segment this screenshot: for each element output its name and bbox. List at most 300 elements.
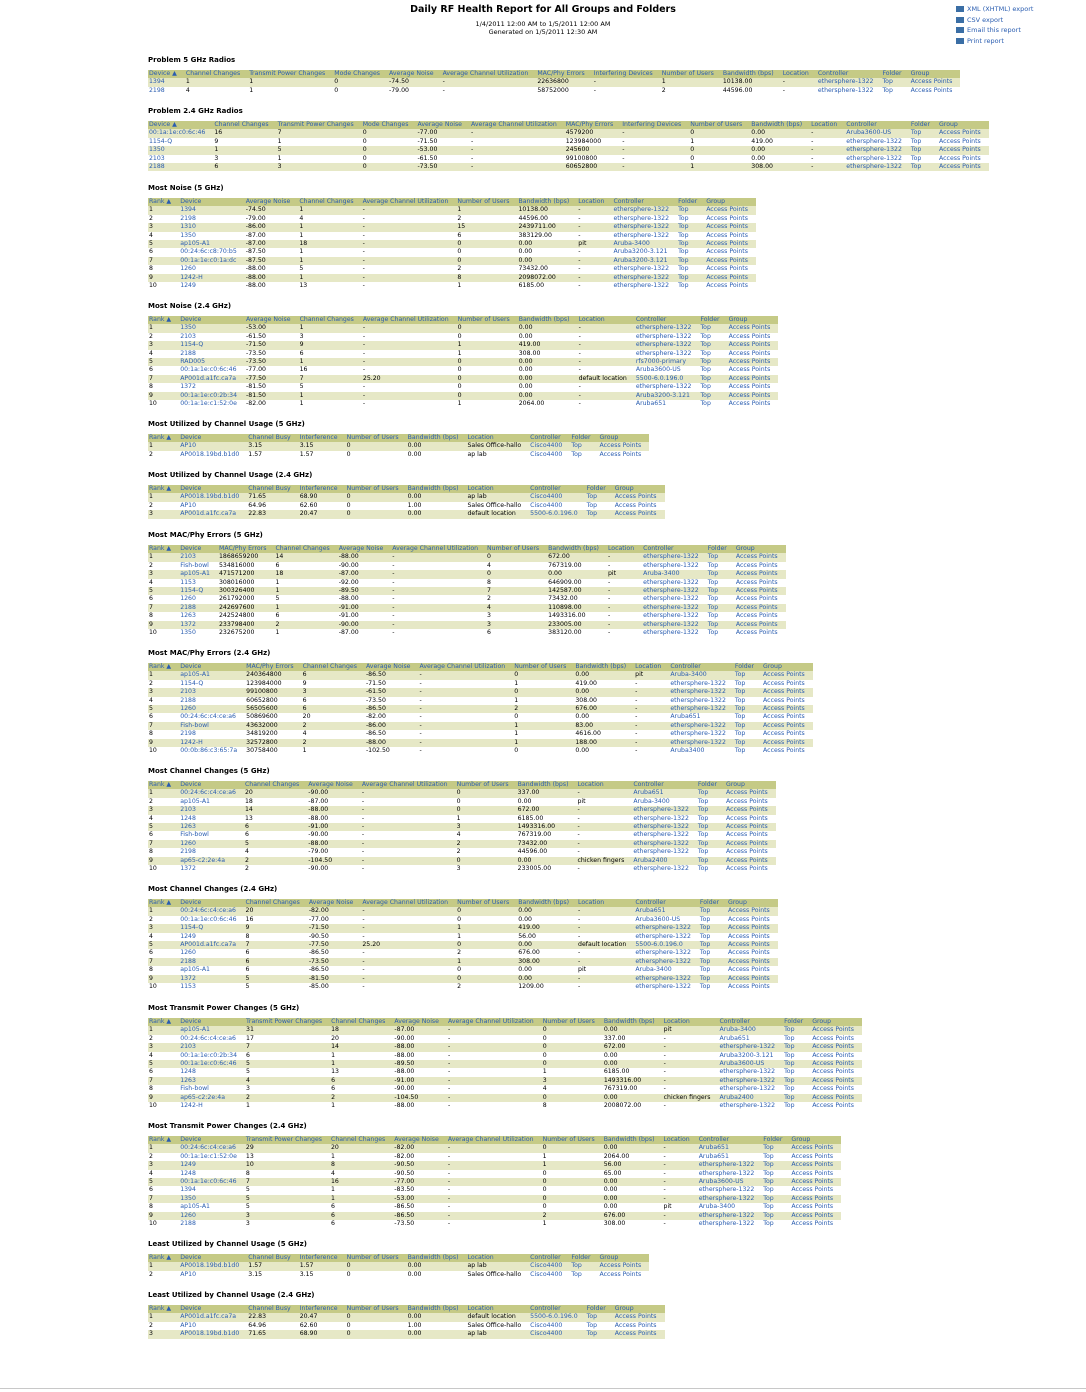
cell-link[interactable]: Access Points <box>614 1330 665 1338</box>
column-header[interactable]: Rank ▲ <box>148 1254 179 1262</box>
cell-link[interactable]: Access Points <box>762 739 813 747</box>
column-header[interactable]: Group <box>910 70 961 78</box>
cell-link[interactable]: Top <box>699 924 727 932</box>
column-header[interactable]: Controller <box>529 434 570 442</box>
column-header[interactable]: Group <box>727 899 778 907</box>
column-header[interactable]: Channel Busy <box>247 434 298 442</box>
cell-link[interactable]: Access Points <box>614 493 665 501</box>
cell-link[interactable]: ethersphere-1322 <box>698 1212 763 1220</box>
cell-link[interactable]: Aruba651 <box>634 907 699 915</box>
cell-link[interactable]: Top <box>734 679 746 687</box>
column-header[interactable]: Device <box>179 1305 247 1313</box>
cell-link[interactable]: 1350 <box>179 1195 245 1203</box>
cell-link[interactable]: Access Points <box>614 501 657 509</box>
cell-link[interactable]: ethersphere-1322 <box>846 154 902 162</box>
column-header[interactable]: MAC/Phy Errors <box>565 121 621 129</box>
cell-link[interactable]: ethersphere-1322 <box>633 831 689 839</box>
cell-link[interactable]: Access Points <box>735 604 786 612</box>
column-header[interactable]: Controller <box>632 781 697 789</box>
column-header[interactable]: Average Noise <box>245 198 299 206</box>
column-header[interactable]: Number of Users <box>542 1136 603 1144</box>
cell-link[interactable]: 1248 <box>180 1068 196 1076</box>
cell-link[interactable]: Top <box>784 1051 795 1059</box>
cell-link[interactable]: Top <box>783 1043 811 1051</box>
cell-link[interactable]: Top <box>784 1102 795 1110</box>
column-header[interactable]: Transmit Power Changes <box>245 1018 330 1026</box>
cell-link[interactable]: 2188 <box>148 163 213 171</box>
cell-link[interactable]: ethersphere-1322 <box>633 848 689 856</box>
cell-link[interactable]: Access Points <box>728 332 771 340</box>
cell-link[interactable]: Top <box>783 1077 811 1085</box>
cell-link[interactable]: 1372 <box>179 975 244 983</box>
column-header[interactable]: Rank ▲ <box>148 663 179 671</box>
cell-link[interactable]: Top <box>783 1026 811 1034</box>
cell-link[interactable]: ethersphere-1322 <box>642 553 707 561</box>
cell-link[interactable]: Access Points <box>812 1034 854 1042</box>
cell-link[interactable]: ethersphere-1322 <box>642 604 707 612</box>
cell-link[interactable]: ethersphere-1322 <box>698 1161 763 1169</box>
column-header[interactable]: Number of Users <box>513 663 574 671</box>
column-header[interactable]: Number of Users <box>346 485 407 493</box>
cell-link[interactable]: RAD005 <box>179 358 245 366</box>
cell-link[interactable]: 1242-H <box>180 1102 203 1110</box>
cell-link[interactable]: 1372 <box>180 383 196 391</box>
cell-link[interactable]: Top <box>882 86 893 94</box>
cell-link[interactable]: 2198 <box>149 86 165 94</box>
cell-link[interactable]: rfs7000-primary <box>635 358 700 366</box>
cell-link[interactable]: ethersphere-1322 <box>670 730 726 738</box>
cell-link[interactable]: Access Points <box>735 612 778 620</box>
cell-link[interactable]: ethersphere-1322 <box>718 1077 783 1085</box>
cell-link[interactable]: Access Points <box>763 747 805 755</box>
column-header[interactable]: Average Noise <box>245 316 299 324</box>
cell-link[interactable]: Access Points <box>705 223 756 231</box>
cell-link[interactable]: 00:1a:1e:c0:6c:46 <box>180 366 237 374</box>
cell-link[interactable]: Access Points <box>706 282 748 290</box>
cell-link[interactable]: Aruba651 <box>632 789 697 797</box>
column-header[interactable]: Number of Users <box>346 1305 407 1313</box>
column-header[interactable]: Location <box>663 1136 698 1144</box>
cell-link[interactable]: 1154-Q <box>179 924 244 932</box>
cell-link[interactable]: ethersphere-1322 <box>643 629 699 637</box>
cell-link[interactable]: Top <box>783 1094 811 1102</box>
cell-link[interactable]: 2198 <box>180 730 196 738</box>
cell-link[interactable]: 2103 <box>179 806 244 814</box>
column-header[interactable]: Channel Changes <box>185 70 248 78</box>
column-header[interactable]: Average Noise <box>388 70 442 78</box>
column-header[interactable]: Location <box>467 434 530 442</box>
cell-link[interactable]: Top <box>697 814 709 822</box>
cell-link[interactable]: AP0018.19bd.b1d0 <box>179 493 247 501</box>
cell-link[interactable]: Aruba651 <box>698 1144 763 1152</box>
cell-link[interactable]: AP001d.a1fc.ca7a <box>179 510 247 518</box>
cell-link[interactable]: 00:0b:86:c3:65:7a <box>180 747 238 755</box>
cell-link[interactable]: 00:24:6c:c8:70:b5 <box>180 248 237 256</box>
column-header[interactable]: Group <box>728 316 779 324</box>
cell-link[interactable]: 5500-6.0.196.0 <box>529 1313 586 1321</box>
cell-link[interactable]: 2103 <box>179 688 245 696</box>
cell-link[interactable]: Access Points <box>725 806 776 814</box>
cell-link[interactable]: ethersphere-1322 <box>817 86 874 94</box>
cell-link[interactable]: 1350 <box>148 146 213 154</box>
column-header[interactable]: Transmit Power Changes <box>248 70 333 78</box>
column-header[interactable]: Number of Users <box>689 121 750 129</box>
cell-link[interactable]: ethersphere-1322 <box>635 949 691 957</box>
cell-link[interactable]: Access Points <box>735 595 778 603</box>
cell-link[interactable]: ap105-A1 <box>179 671 245 679</box>
cell-link[interactable]: Top <box>697 831 709 839</box>
cell-link[interactable]: Top <box>762 1161 790 1169</box>
cell-link[interactable]: Top <box>734 713 746 721</box>
column-header[interactable]: Controller <box>529 1305 586 1313</box>
cell-link[interactable]: Access Points <box>910 78 961 86</box>
cell-link[interactable]: Access Points <box>812 1051 854 1059</box>
cell-link[interactable]: Access Points <box>791 1169 834 1177</box>
cell-link[interactable]: Top <box>699 392 727 400</box>
column-header[interactable]: Average Noise <box>393 1136 447 1144</box>
cell-link[interactable]: 1260 <box>180 949 196 957</box>
cell-link[interactable]: Top <box>571 450 582 458</box>
column-header[interactable]: Interference <box>299 1254 346 1262</box>
column-header[interactable]: Average Channel Utilization <box>418 663 513 671</box>
column-header[interactable]: Location <box>810 121 845 129</box>
cell-link[interactable]: 1154-Q <box>179 587 218 595</box>
column-header[interactable]: Channel Changes <box>213 121 276 129</box>
column-header[interactable]: Bandwidth (bps) <box>407 434 467 442</box>
column-header[interactable]: Device <box>179 899 244 907</box>
column-header[interactable]: Folder <box>570 434 598 442</box>
cell-link[interactable]: Access Points <box>735 629 778 637</box>
column-header[interactable]: Location <box>467 1254 530 1262</box>
cell-link[interactable]: Top <box>586 1313 614 1321</box>
cell-link[interactable]: 2188 <box>180 349 196 357</box>
cell-link[interactable]: Access Points <box>728 966 770 974</box>
cell-link[interactable]: Top <box>699 324 727 332</box>
cell-link[interactable]: 1394 <box>148 78 185 86</box>
cell-link[interactable]: AP0018.19bd.b1d0 <box>179 1330 247 1338</box>
cell-link[interactable]: Aruba3600-US <box>635 915 681 923</box>
cell-link[interactable]: Access Points <box>939 137 981 145</box>
cell-link[interactable]: Top <box>570 442 598 450</box>
cell-link[interactable]: Access Points <box>910 86 953 94</box>
cell-link[interactable]: ethersphere-1322 <box>719 1102 776 1110</box>
cell-link[interactable]: 1263 <box>180 612 196 620</box>
cell-link[interactable]: Top <box>586 1321 598 1329</box>
column-header[interactable]: Folder <box>699 316 727 324</box>
column-header[interactable]: Group <box>599 1254 650 1262</box>
column-header[interactable]: Average Channel Utilization <box>361 781 456 789</box>
cell-link[interactable]: Access Points <box>938 129 989 137</box>
cell-link[interactable]: 1260 <box>180 595 196 603</box>
cell-link[interactable]: AP0018.19bd.b1d0 <box>180 450 240 458</box>
cell-link[interactable]: Aruba-3400 <box>669 671 734 679</box>
column-header[interactable]: Location <box>467 1305 530 1313</box>
column-header[interactable]: Interference <box>299 485 346 493</box>
column-header[interactable]: MAC/Phy Errors <box>536 70 592 78</box>
cell-link[interactable]: Top <box>697 823 725 831</box>
cell-link[interactable]: ethersphere-1322 <box>635 349 692 357</box>
cell-link[interactable]: Access Points <box>727 907 778 915</box>
column-header[interactable]: Channel Changes <box>299 316 362 324</box>
column-header[interactable]: Channel Changes <box>245 899 308 907</box>
cell-link[interactable]: 1153 <box>180 578 196 586</box>
cell-link[interactable]: Top <box>699 341 727 349</box>
column-header[interactable]: Channel Changes <box>274 545 337 553</box>
column-header[interactable]: Average Channel Utilization <box>447 1136 542 1144</box>
column-header[interactable]: Number of Users <box>346 1254 407 1262</box>
cell-link[interactable]: 1248 <box>180 814 196 822</box>
cell-link[interactable]: AP10 <box>179 442 247 450</box>
cell-link[interactable]: ap65-c2:2e:4a <box>179 857 244 865</box>
column-header[interactable]: Location <box>782 70 817 78</box>
column-header[interactable]: Bandwidth (bps) <box>518 316 578 324</box>
cell-link[interactable]: AP10 <box>180 1270 197 1278</box>
cell-link[interactable]: Top <box>763 1203 774 1211</box>
column-header[interactable]: Controller <box>817 70 882 78</box>
cell-link[interactable]: ethersphere-1322 <box>669 722 734 730</box>
cell-link[interactable]: Access Points <box>705 240 756 248</box>
cell-link[interactable]: Aruba3600-US <box>845 129 910 137</box>
cell-link[interactable]: 2188 <box>179 958 244 966</box>
cell-link[interactable]: ethersphere-1322 <box>613 214 670 222</box>
cell-link[interactable]: Top <box>699 358 727 366</box>
cell-link[interactable]: Access Points <box>726 797 768 805</box>
cell-link[interactable]: Access Points <box>735 553 786 561</box>
cell-link[interactable]: Access Points <box>728 392 779 400</box>
cell-link[interactable]: Top <box>586 510 614 518</box>
cell-link[interactable]: 1249 <box>180 932 196 940</box>
cell-link[interactable]: 1249 <box>180 282 196 290</box>
column-header[interactable]: Transmit Power Changes <box>277 121 362 129</box>
cell-link[interactable]: 00:1a:1e:c0:6c:46 <box>148 129 213 137</box>
column-header[interactable]: Device <box>179 1136 245 1144</box>
cell-link[interactable]: 1249 <box>179 1161 245 1169</box>
cell-link[interactable]: ethersphere-1322 <box>669 705 734 713</box>
cell-link[interactable]: Top <box>697 840 725 848</box>
cell-link[interactable]: Top <box>763 1186 774 1194</box>
cell-link[interactable]: 1263 <box>179 823 244 831</box>
cell-link[interactable]: AP10 <box>180 501 197 509</box>
column-header[interactable]: Bandwidth (bps) <box>517 781 577 789</box>
cell-link[interactable]: Aruba2400 <box>632 857 697 865</box>
cell-link[interactable]: ethersphere-1322 <box>670 679 726 687</box>
cell-link[interactable]: ethersphere-1322 <box>634 975 699 983</box>
cell-link[interactable]: 1260 <box>180 265 196 273</box>
column-header[interactable]: Rank ▲ <box>148 1136 179 1144</box>
column-header[interactable]: Controller <box>635 316 700 324</box>
cell-link[interactable]: Aruba651 <box>635 400 667 408</box>
cell-link[interactable]: Top <box>677 223 705 231</box>
column-header[interactable]: Controller <box>634 899 699 907</box>
column-header[interactable]: Rank ▲ <box>148 781 179 789</box>
cell-link[interactable]: Access Points <box>763 696 805 704</box>
column-header[interactable]: Folder <box>586 1305 614 1313</box>
cell-link[interactable]: Access Points <box>763 679 805 687</box>
cell-link[interactable]: Top <box>697 797 709 805</box>
column-header[interactable]: Group <box>614 485 665 493</box>
column-header[interactable]: Average Channel Utilization <box>361 899 456 907</box>
cell-link[interactable]: Access Points <box>735 570 786 578</box>
cell-link[interactable]: Top <box>707 578 719 586</box>
cell-link[interactable]: ethersphere-1322 <box>634 958 699 966</box>
column-header[interactable]: Average Channel Utilization <box>442 70 537 78</box>
column-header[interactable]: MAC/Phy Errors <box>245 663 301 671</box>
column-header[interactable]: Average Noise <box>365 663 419 671</box>
cell-link[interactable]: 1372 <box>180 865 196 873</box>
cell-link[interactable]: ethersphere-1322 <box>719 1068 776 1076</box>
column-header[interactable]: Folder <box>677 198 705 206</box>
cell-link[interactable]: ethersphere-1322 <box>632 823 697 831</box>
cell-link[interactable]: Top <box>700 383 711 391</box>
cell-link[interactable]: Access Points <box>728 366 771 374</box>
cell-link[interactable]: Top <box>700 366 711 374</box>
column-header[interactable]: Controller <box>718 1018 783 1026</box>
cell-link[interactable]: 00:1a:1e:c0:2b:34 <box>179 392 245 400</box>
column-header[interactable]: Device <box>179 316 245 324</box>
cell-link[interactable]: Top <box>699 375 727 383</box>
column-header[interactable]: Bandwidth (bps) <box>574 663 634 671</box>
cell-link[interactable]: Top <box>586 493 614 501</box>
cell-link[interactable]: Access Points <box>791 1203 834 1211</box>
column-header[interactable]: Group <box>705 198 756 206</box>
cell-link[interactable]: Top <box>784 1034 795 1042</box>
cell-link[interactable]: ethersphere-1322 <box>669 688 734 696</box>
cell-link[interactable]: ethersphere-1322 <box>642 587 707 595</box>
cell-link[interactable]: 1310 <box>179 223 245 231</box>
cell-link[interactable]: 2188 <box>180 696 196 704</box>
cell-link[interactable]: ethersphere-1322 <box>613 265 670 273</box>
cell-link[interactable]: Aruba2400 <box>718 1094 783 1102</box>
cell-link[interactable]: Access Points <box>725 857 776 865</box>
column-header[interactable]: Controller <box>529 1254 570 1262</box>
cell-link[interactable]: ethersphere-1322 <box>635 332 692 340</box>
cell-link[interactable]: AP001d.a1fc.ca7a <box>179 941 244 949</box>
cell-link[interactable]: Aruba3600-US <box>718 1060 783 1068</box>
cell-link[interactable]: Top <box>699 983 711 991</box>
column-header[interactable]: Bandwidth (bps) <box>517 198 577 206</box>
column-header[interactable]: Controller <box>529 485 586 493</box>
cell-link[interactable]: 5500-6.0.196.0 <box>635 375 700 383</box>
column-header[interactable]: Average Channel Utilization <box>447 1018 542 1026</box>
cell-link[interactable]: ethersphere-1322 <box>643 578 699 586</box>
cell-link[interactable]: Access Points <box>599 1270 642 1278</box>
column-header[interactable]: Channel Busy <box>247 485 298 493</box>
cell-link[interactable]: Access Points <box>599 450 642 458</box>
cell-link[interactable]: Top <box>734 705 762 713</box>
cell-link[interactable]: ethersphere-1322 <box>613 231 670 239</box>
cell-link[interactable]: ethersphere-1322 <box>845 163 910 171</box>
cell-link[interactable]: Access Points <box>599 442 650 450</box>
cell-link[interactable]: Top <box>699 941 727 949</box>
cell-link[interactable]: Access Points <box>938 146 989 154</box>
cell-link[interactable]: Top <box>586 1330 614 1338</box>
column-header[interactable]: Channel Busy <box>247 1305 298 1313</box>
column-header[interactable]: Device <box>179 198 245 206</box>
cell-link[interactable]: Access Points <box>735 587 786 595</box>
cell-link[interactable]: Top <box>910 163 938 171</box>
cell-link[interactable]: ethersphere-1322 <box>670 696 726 704</box>
column-header[interactable]: Interference <box>299 434 346 442</box>
column-header[interactable]: Bandwidth (bps) <box>722 70 782 78</box>
cell-link[interactable]: 1260 <box>179 840 244 848</box>
cell-link[interactable]: 1350 <box>180 629 196 637</box>
cell-link[interactable]: ethersphere-1322 <box>632 840 697 848</box>
cell-link[interactable]: Top <box>678 282 689 290</box>
cell-link[interactable]: Aruba-3400 <box>698 1203 736 1211</box>
cell-link[interactable]: ap105-A1 <box>180 797 210 805</box>
column-header[interactable]: Folder <box>910 121 938 129</box>
cell-link[interactable]: Aruba651 <box>670 713 701 721</box>
cell-link[interactable]: ap65-c2:2e:4a <box>179 1094 245 1102</box>
column-header[interactable]: Group <box>938 121 989 129</box>
cell-link[interactable]: Top <box>707 604 735 612</box>
cell-link[interactable]: ap105-A1 <box>180 966 210 974</box>
cell-link[interactable]: Access Points <box>763 730 805 738</box>
column-header[interactable]: Folder <box>707 545 735 553</box>
column-header[interactable]: Transmit Power Changes <box>245 1136 330 1144</box>
cell-link[interactable]: ethersphere-1322 <box>817 78 882 86</box>
cell-link[interactable]: ethersphere-1322 <box>719 1085 776 1093</box>
cell-link[interactable]: ethersphere-1322 <box>635 932 691 940</box>
cell-link[interactable]: 00:1a:1e:c0:6c:46 <box>180 915 237 923</box>
column-header[interactable]: Channel Busy <box>247 1254 298 1262</box>
cell-link[interactable]: Access Points <box>811 1026 862 1034</box>
cell-link[interactable]: Access Points <box>726 865 768 873</box>
cell-link[interactable]: Top <box>570 1262 598 1270</box>
column-header[interactable]: Device <box>179 1254 247 1262</box>
cell-link[interactable]: 00:1a:1e:c0:6c:46 <box>179 1178 245 1186</box>
cell-link[interactable]: Top <box>707 561 719 569</box>
cell-link[interactable]: Top <box>763 1220 774 1228</box>
cell-link[interactable]: Access Points <box>763 713 805 721</box>
cell-link[interactable]: Aruba651 <box>719 1034 750 1042</box>
cell-link[interactable]: Top <box>881 78 909 86</box>
cell-link[interactable]: Top <box>677 257 705 265</box>
cell-link[interactable]: Top <box>734 730 746 738</box>
cell-link[interactable]: Aruba-3400 <box>718 1026 783 1034</box>
cell-link[interactable]: Top <box>707 553 735 561</box>
column-header[interactable]: Average Noise <box>416 121 470 129</box>
cell-link[interactable]: ethersphere-1322 <box>633 814 689 822</box>
column-header[interactable]: Bandwidth (bps) <box>407 485 467 493</box>
cell-link[interactable]: ethersphere-1322 <box>633 865 689 873</box>
cell-link[interactable]: Fish-bowl <box>180 561 209 569</box>
cell-link[interactable]: Access Points <box>727 958 778 966</box>
column-header[interactable]: Bandwidth (bps) <box>517 899 577 907</box>
cell-link[interactable]: Access Points <box>728 324 779 332</box>
cell-link[interactable]: Access Points <box>727 924 778 932</box>
cell-link[interactable]: ethersphere-1322 <box>698 1169 755 1177</box>
cell-link[interactable]: Top <box>762 1195 790 1203</box>
cell-link[interactable]: Aruba3400 <box>670 747 705 755</box>
column-header[interactable]: Bandwidth (bps) <box>407 1305 467 1313</box>
cell-link[interactable]: 00:24:6c:c4:ce:a6 <box>179 789 244 797</box>
column-header[interactable]: Channel Changes <box>244 781 307 789</box>
cell-link[interactable]: Top <box>784 1085 795 1093</box>
column-header[interactable]: Average Channel Utilization <box>362 198 457 206</box>
column-header[interactable]: Rank ▲ <box>148 545 179 553</box>
cell-link[interactable]: Access Points <box>706 265 748 273</box>
column-header[interactable]: Device <box>179 434 247 442</box>
cell-link[interactable]: Access Points <box>812 1085 854 1093</box>
cell-link[interactable]: Cisco4400 <box>530 1270 563 1278</box>
cell-link[interactable]: 00:1a:1e:c0:1a:dc <box>179 257 245 265</box>
cell-link[interactable]: 1242-H <box>179 274 245 282</box>
cell-link[interactable]: Access Points <box>790 1178 841 1186</box>
cell-link[interactable]: Top <box>700 349 711 357</box>
cell-link[interactable]: 2198 <box>180 214 196 222</box>
cell-link[interactable]: Access Points <box>811 1094 862 1102</box>
